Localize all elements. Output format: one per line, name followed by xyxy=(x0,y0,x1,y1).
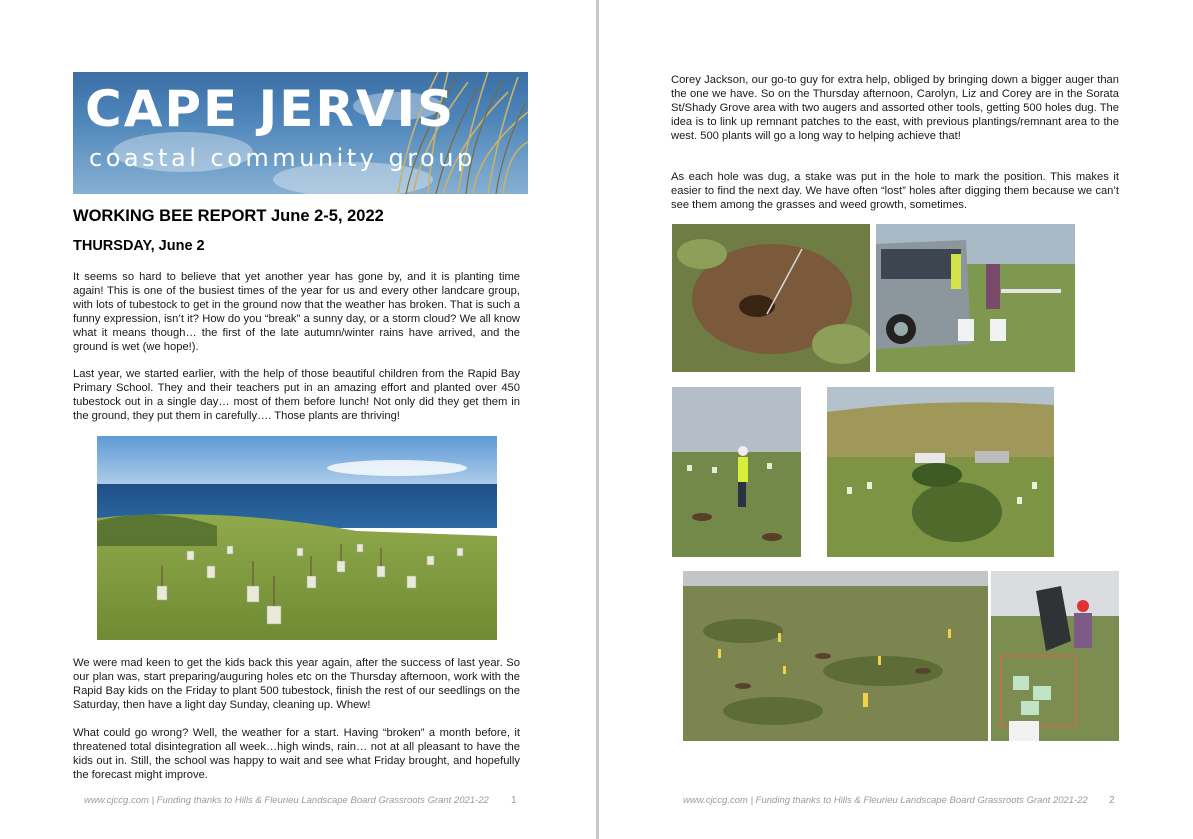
banner-subtitle: coastal community group xyxy=(89,144,476,172)
report-title: WORKING BEE REPORT June 2-5, 2022 xyxy=(73,207,384,225)
paragraph-1: It seems so hard to believe that yet another year has gone by, and it is planting time again! This is one of the busiest times of the year for us and every other landcare group, with lots of tubestock to get in the ground now that the weather has broken. That is such a funny expression, isn’t it? How do you “break” a sunny day, or a storm cloud? We all know what it means though… the first of the late autumn/winter rains have arrived, and the ground is wet (we hope!). xyxy=(73,271,520,354)
dug-hole-photo xyxy=(672,224,870,372)
car-and-helpers-photo xyxy=(876,224,1075,372)
page-2-footer: www.cjccg.com | Funding thanks to Hills & Fleurieu Landscape Board Grassroots Grant 2021-22 xyxy=(683,795,1088,806)
auger-worker-photo xyxy=(672,387,801,557)
paragraph-6: As each hole was dug, a stake was put in the hole to mark the position. This makes it easier to find the next day. We have often “lost” holes after digging them because we can’t see them among the grasses and weed growth, sometimes. xyxy=(671,171,1119,212)
staked-field-photo xyxy=(683,571,988,741)
paragraph-3: We were mad keen to get the kids back this year again, after the success of last year. So our plan was, start preparing/auguring holes etc on the Thursday afternoon, work with the Rapid Bay kids on the Friday to plant 500 tubestock, finish the rest of our seedlings on the Saturday, then have a light day Sunday, cleaning up. Whew! xyxy=(73,657,520,712)
page-1-footer: www.cjccg.com | Funding thanks to Hills & Fleurieu Landscape Board Grassroots Grant 2021-22 xyxy=(84,795,489,806)
planting-site-photo xyxy=(97,436,497,640)
page-1 xyxy=(0,0,596,839)
day-title: THURSDAY, June 2 xyxy=(73,238,205,254)
banner-title: CAPE JERVIS xyxy=(85,80,456,138)
paragraph-4: What could go wrong? Well, the weather for a start. Having “broken” a month before, it threatened total disintegration all week…high winds, rain… not at all pleasant to have the kids out in. Still, the school was happy to wait and see what Friday brought, and hopefully the forecast might improve. xyxy=(73,727,520,782)
page-1-number: 1 xyxy=(511,795,517,806)
tubestock-bag-photo xyxy=(991,571,1119,741)
page-2-number: 2 xyxy=(1109,795,1115,806)
cape-jervis-banner xyxy=(73,72,528,194)
page-2 xyxy=(599,0,1193,839)
paragraph-5: Corey Jackson, our go-to guy for extra help, obliged by bringing down a bigger auger than the one we have. So on the Thursday afternoon, Carolyn, Liz and Corey are in the Sorata St/Shady Grove area with two augers and assorted other tools, getting 500 holes dug. The idea is to link up remnant patches to the east, with previous plantings/remnant area to the west. 500 plants will go a long way to helping achieve that! xyxy=(671,74,1119,143)
hillside-cars-photo xyxy=(827,387,1054,557)
paragraph-2: Last year, we started earlier, with the help of those beautiful children from the Rapid Bay Primary School. They and their teachers put in an amazing effort and planted over 450 tubestock out in a single day… most of them before lunch! Not only did they get them in the ground, they put them in carefully…. Those plants are thriving! xyxy=(73,368,520,423)
